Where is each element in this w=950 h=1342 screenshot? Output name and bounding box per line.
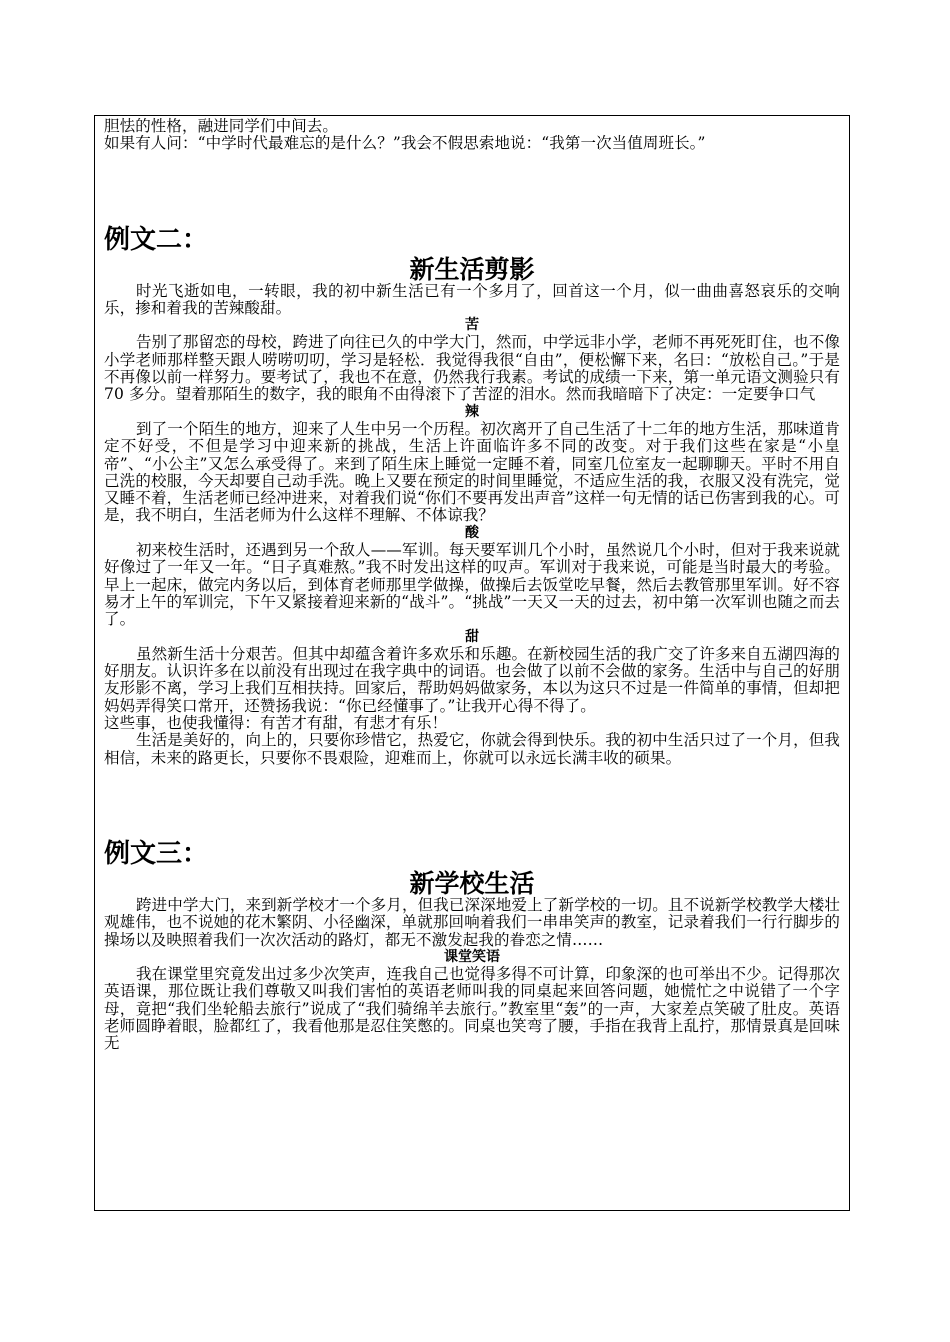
top-line-1: 胆怯的性格，融进同学们中间去。 xyxy=(104,117,339,135)
example2-heading: 例文二： xyxy=(104,224,209,255)
section-title-tian: 甜 xyxy=(465,628,479,645)
section-text-classroom-laughter: 我在课堂里究竟发出过多少次笑声，连我自己也觉得多得不可计算，印象深的也可举出不少。记得那次英语课，那位既让我们尊敬又叫我们害怕的英语老师叫我的同桌起来回答问题，她慌忙之中说错了一个字母，竟把“我们坐轮船去旅行”说成了“我们骑绵羊去旅行。”教室里“轰”的一声，大家差点笑破了肚皮。英语老师圆睁着眼，脸都红了，我看他那是忍住笑憋的。同桌也笑弯了腰，手指在我背上乱拧，那情景真是回味无 xyxy=(104,965,840,1053)
section-text-suan: 初来校生活时，还遇到另一个敌人——军训。每天要军训几个小时，虽然说几个小时，但对于我来说就好像过了一年又一年。“日子真难熬。”我不时发出这样的叹声。军训对于我来说，可能是当时最大的考验。早上一起床，做完内务以后，到体育老师那里学做操，做操后去饭堂吃早餐，然后去教管那里军训。好不容易才上午的军训完，下午又紧接着迎来新的“战斗”。“挑战”一天又一天的过去，初中第一次军训也随之而去了。 xyxy=(104,541,840,629)
document-body xyxy=(104,118,840,1053)
example2-intro: 时光飞逝如电，一转眼，我的初中新生活已有一个多月了，回首这一个月，似一曲曲喜怒哀乐的交响乐，掺和着我的苦辣酸甜。 xyxy=(104,281,840,317)
section-text-la: 到了一个陌生的地方，迎来了人生中另一个历程。初次离开了自己生活了十二年的地方生活，那味道肯定不好受，不但是学习中迎来新的挑战，生活上许面临许多不同的改变。对于我们这些在家是“小皇帝”、“小公主”又怎么承受得了。来到了陌生床上睡觉一定睡不着，同室几位室友一起聊聊天。平时不用自己洗的校服，今天却要自己动手洗。晚上又要在预定的时间里睡觉，不适应生活的我，衣服又没有洗完，觉又睡不着，生活老师已经冲进来，对着我们说“你们不要再发出声音”这样一句无情的话已伤害到我的心。可是，我不明白，生活老师为什么这样不理解、不体谅我？ xyxy=(104,419,840,525)
section-text-tian: 虽然新生活十分艰苦。但其中却蕴含着许多欢乐和乐趣。在新校园生活的我广交了许多来自五湖四海的好朋友。认识许多在以前没有出现过在我字典中的词语。也会做了以前不会做的家务。生活中与自己的好朋友形影不离，学习上我们互相扶持。回家后，帮助妈妈做家务，本以为这只不过是一件简单的事情，但却把妈妈弄得笑口常开，还赞扬我说：“你已经懂事了。”让我开心得不得了。 xyxy=(104,644,840,715)
example2-lesson-line: 这些事，也使我懂得：有苦才有甜，有悲才有乐！ xyxy=(104,714,448,733)
section-title-ku: 苦 xyxy=(465,317,479,334)
section-title-classroom-laughter: 课堂笑语 xyxy=(444,948,500,965)
example3-heading: 例文三： xyxy=(104,838,209,869)
spacer xyxy=(104,767,840,837)
section-title-la: 辣 xyxy=(465,403,479,420)
document-frame xyxy=(94,115,850,1211)
section-text-ku: 告别了那留恋的母校，跨进了向往已久的中学大门，然而，中学远非小学，老师不再死死盯住，也不像小学老师那样整天跟人唠唠叨叨，学习是轻松．我觉得我很“自由”，便松懈下来，名曰：“放松自己。”于是不再像以前一样努力。要考试了，我也不在意，仍然我行我素。考试的成绩一下来，第一单元语文测验只有 70 多分。望着那陌生的数字，我的眼角不由得滚下了苦涩的泪水。然而我暗暗下了决定：一定要争口气 xyxy=(104,333,840,404)
example3-title: 新学校生活 xyxy=(409,868,535,898)
top-line-2: 如果有人问：“中学时代最难忘的是什么？”我会不假思索地说：“我第一次当值周班长。” xyxy=(104,134,706,153)
spacer xyxy=(104,153,840,223)
example2-closing: 生活是美好的，向上的，只要你珍惜它，热爱它，你就会得到快乐。我的初中生活只过了一个月，但我相信，未来的路更长，只要你不畏艰险，迎难而上，你就可以永远长满丰收的硕果。 xyxy=(104,731,840,767)
example2-title: 新生活剪影 xyxy=(409,254,535,284)
example3-intro: 跨进中学大门，来到新学校才一个多月，但我已深深地爱上了新学校的一切。且不说新学校教学大楼壮观雄伟，也不说她的花木繁阴、小径幽深，单就那回响着我们一串串笑声的教室，记录着我们一行行脚步的操场以及映照着我们一次次活动的路灯，都无不激发起我的眷恋之情…… xyxy=(104,895,840,949)
section-title-suan: 酸 xyxy=(465,524,479,541)
